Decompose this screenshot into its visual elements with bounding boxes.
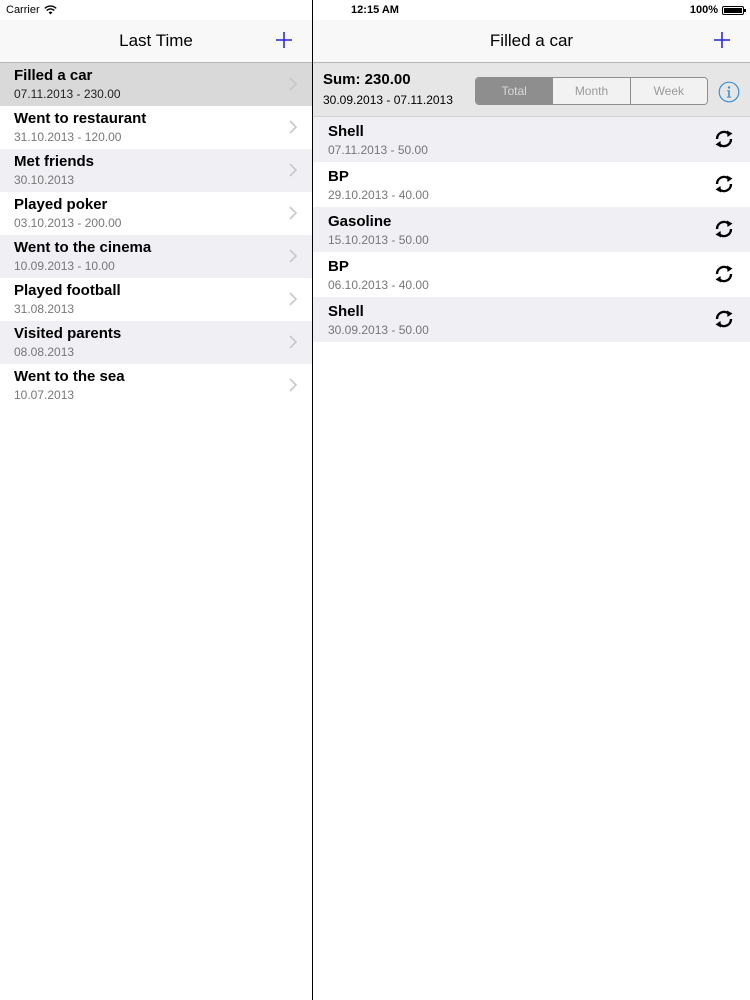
date-range: 30.09.2013 - 07.11.2013	[323, 93, 453, 107]
entry-subtitle: 07.11.2013 - 50.00	[328, 143, 428, 157]
summary-header	[313, 63, 750, 117]
chevron-right-icon	[288, 249, 298, 263]
list-item-subtitle: 30.10.2013	[14, 173, 75, 187]
list-item[interactable]	[0, 192, 312, 235]
chevron-right-icon	[288, 378, 298, 392]
sum-label: Sum: 230.00	[323, 71, 411, 88]
status-right	[690, 0, 744, 20]
event-list	[0, 63, 312, 407]
entry-title: BP	[328, 168, 349, 185]
entry-title: Gasoline	[328, 213, 392, 230]
chevron-right-icon	[288, 335, 298, 349]
repeat-icon[interactable]	[712, 307, 736, 331]
list-item-subtitle: 10.07.2013	[14, 388, 75, 402]
status-time: 12:15 AM	[351, 4, 399, 16]
info-icon[interactable]	[718, 81, 740, 103]
list-item-title: Went to the sea	[14, 368, 125, 385]
entry-row[interactable]	[313, 252, 750, 297]
master-pane	[0, 20, 312, 1000]
period-segmented-control	[475, 77, 708, 105]
chevron-right-icon	[288, 163, 298, 177]
entry-title: Shell	[328, 303, 364, 320]
entry-title: BP	[328, 258, 349, 275]
list-item[interactable]	[0, 278, 312, 321]
repeat-icon[interactable]	[712, 262, 736, 286]
detail-nav-bar	[313, 20, 750, 63]
battery-label: 100%	[689, 4, 718, 16]
list-item[interactable]	[0, 321, 312, 364]
master-nav-bar	[0, 20, 312, 63]
list-item[interactable]	[0, 235, 312, 278]
segment-month[interactable]: Month	[552, 78, 629, 104]
detail-pane	[313, 20, 750, 1000]
entry-subtitle: 06.10.2013 - 40.00	[328, 278, 429, 292]
list-item-title: Met friends	[14, 153, 95, 170]
entry-title: Shell	[328, 123, 364, 140]
list-item[interactable]	[0, 149, 312, 192]
list-item-title: Went to restaurant	[14, 110, 147, 127]
carrier-label: Carrier	[6, 4, 40, 16]
list-item-subtitle: 07.11.2013 - 230.00	[14, 87, 121, 101]
list-item[interactable]	[0, 63, 312, 106]
entry-row[interactable]	[313, 207, 750, 252]
list-item-title: Played poker	[14, 196, 108, 213]
list-item-title: Filled a car	[14, 67, 93, 84]
add-entry-plus-icon[interactable]	[708, 26, 736, 54]
chevron-right-icon	[288, 206, 298, 220]
list-item-title: Went to the cinema	[14, 239, 152, 256]
list-item-subtitle: 31.10.2013 - 120.00	[14, 130, 122, 144]
entry-list	[313, 117, 750, 342]
status-bar	[0, 0, 750, 20]
master-title: Last Time	[119, 31, 193, 50]
list-item-subtitle: 03.10.2013 - 200.00	[14, 216, 122, 230]
entry-subtitle: 29.10.2013 - 40.00	[328, 188, 429, 202]
entry-subtitle: 15.10.2013 - 50.00	[328, 233, 429, 247]
entry-subtitle: 30.09.2013 - 50.00	[328, 323, 429, 337]
chevron-right-icon	[288, 77, 298, 91]
chevron-right-icon	[288, 120, 298, 134]
list-item-title: Visited parents	[14, 325, 122, 342]
add-item-plus-icon[interactable]	[270, 26, 298, 54]
list-item[interactable]	[0, 106, 312, 149]
entry-row[interactable]	[313, 162, 750, 207]
segment-total[interactable]: Total	[476, 78, 552, 104]
list-item-subtitle: 08.08.2013	[14, 345, 75, 359]
repeat-icon[interactable]	[712, 127, 736, 151]
chevron-right-icon	[288, 292, 298, 306]
list-item-subtitle: 31.08.2013	[14, 302, 75, 316]
list-item-title: Played football	[14, 282, 121, 299]
repeat-icon[interactable]	[712, 217, 736, 241]
list-item-subtitle: 10.09.2013 - 10.00	[14, 259, 115, 273]
entry-row[interactable]	[313, 117, 750, 162]
detail-title: Filled a car	[489, 31, 574, 50]
segment-week[interactable]: Week	[630, 78, 707, 104]
list-item[interactable]	[0, 364, 312, 407]
entry-row[interactable]	[313, 297, 750, 342]
repeat-icon[interactable]	[712, 172, 736, 196]
battery-icon	[722, 6, 744, 15]
